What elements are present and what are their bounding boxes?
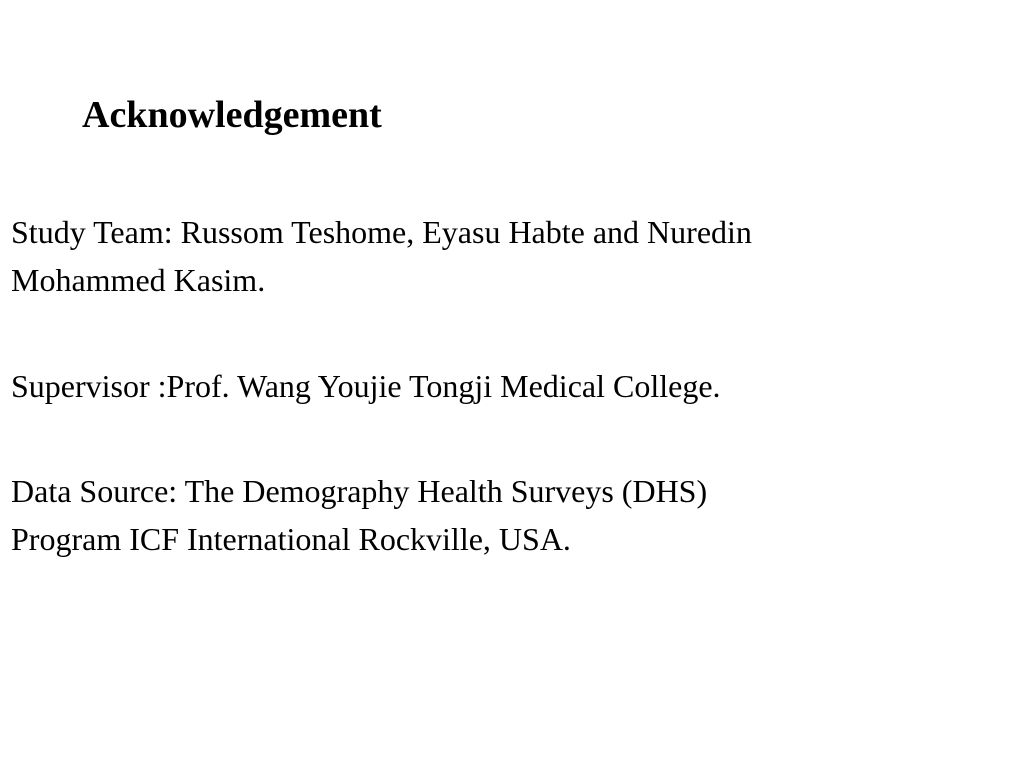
supervisor-line-1: Supervisor :Prof. Wang Youjie Tongji Medical College. xyxy=(11,368,721,404)
slide-body xyxy=(11,208,1001,563)
data-source-line-1: Data Source: The Demography Health Surveys (DHS) xyxy=(11,473,708,509)
study-team-line-2: Mohammed Kasim. xyxy=(11,262,266,298)
study-team-line-1: Study Team: Russom Teshome, Eyasu Habte and Nuredin xyxy=(11,214,752,250)
supervisor-paragraph xyxy=(11,362,1001,410)
data-source-line-2: Program ICF International Rockville, USA. xyxy=(11,521,571,557)
slide-title: Acknowledgement xyxy=(82,94,382,136)
study-team-paragraph xyxy=(11,208,1001,304)
data-source-paragraph xyxy=(11,467,1001,563)
